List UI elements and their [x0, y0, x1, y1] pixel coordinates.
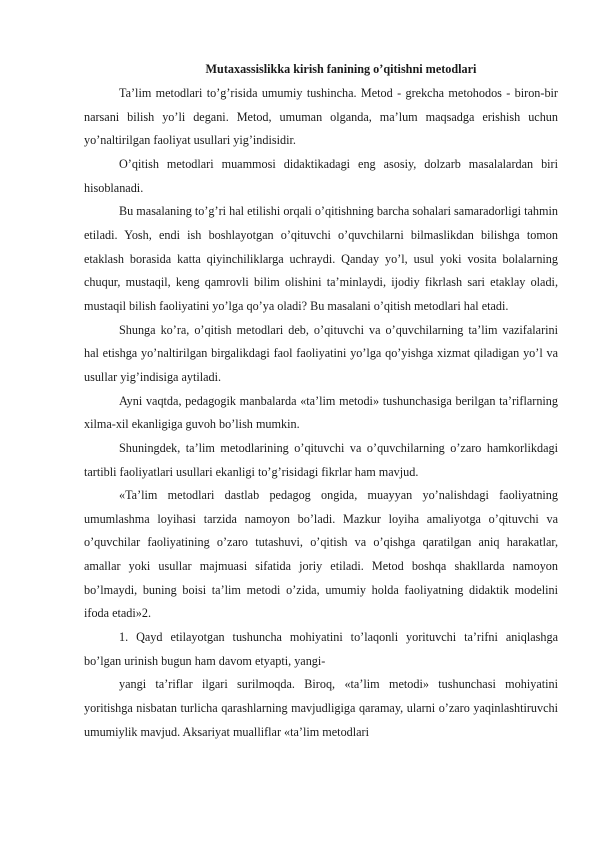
paragraph-sources: Ayni vaqtda, pedagogik manbalarda «ta’lim metodi» tushunchasiga berilgan ta’riflarning xilma-xil ekanligiga guvoh bo’lish mumkin.: [84, 393, 558, 432]
paragraph-continuation: yangi ta’riflar ilgari surilmoqda. Biroq, «ta’lim metodi» tushunchasi mohiyatini yoritishga nisbatan turlicha qarashlarning mavjudligiga qaramay, ularni o’zaro yaqinlashtiruvchi umumiylik mavjud. Aksariyat mualliflar «ta’lim metodlari: [84, 677, 558, 739]
paragraph-definition: Shunga ko’ra, o’qitish metodlari deb, o’qituvchi va o’quvchilarning ta’lim vazifalarini hal etishga yo’naltirilgan birgalikdagi faol faoliyatini yo’lga qo’yishga xizmat qiladigan yo’l va usullar yig’indisiga aytiladi.: [84, 322, 558, 384]
paragraph-cooperation: Shuningdek, ta’lim metodlarining o’qituvchi va o’quvchilarning o’zaro hamkorlikdagi tartibli faoliyatlari usullari ekanligi to’g’risidagi fikrlar ham mavjud.: [84, 440, 558, 479]
paragraph-problem: O’qitish metodlari muammosi didaktikadagi eng asosiy, dolzarb masalalardan biri hisoblanadi.: [84, 156, 558, 195]
paragraph-metod-definition: Ta’lim metodlari to’g’risida umumiy tushincha. Metod - grekcha metohodos - biron-bir narsani bilish yo’li degani. Metod, umuman olganda, ma’lum maqsadga erishish uchun yo’naltirilgan faoliyat usullari yig’indisidir.: [84, 86, 558, 148]
document-page: [84, 58, 558, 744]
paragraph-numbered-1: 1. Qayd etilayotgan tushuncha mohiyatini to’laqonli yorituvchi ta’rifni aniqlashga bo’lgan urinish bugun ham davom etyapti, yangi-: [84, 630, 558, 668]
document-title: Mutaxassislikka kirish fanining o’qitishni metodlari: [205, 62, 477, 76]
paragraph-quote: «Ta’lim metodlari dastlab pedagog ongida, muayyan yo’nalishdagi faoliyatning umumlashma loyihasi tarzida namoyon bo’ladi. Mazkur loyiha amaliyotga o’qituvchi va o’quvchilar faoliyatining o’zaro tutashuvi, o’qitish va o’qishga qaratilgan aniq harakatlar, amallar yoki usullar majmuasi sifatida joriy etiladi. Metod boshqa shakllarda namoyon bo’lmaydi, buning boisi ta’lim metodi o’zida, umumiy holda faoliyatning didaktik modelini ifoda etadi»2.: [84, 488, 558, 621]
paragraph-solution: Bu masalaning to’g’ri hal etilishi orqali o’qitishning barcha sohalari samaradorligi tahmin etiladi. Yosh, endi ish boshlayotgan o’qituvchi o’quvchilarni bilmaslikdan bilishga tomon etaklash borasida katta qiyinchiliklarga uchraydi. Qanday yo’l, usul yoki vosita bolalarning chuqur, mustaqil, keng qamrovli bilim olishini ta’minlaydi, ijodiy fikrlash sari etaklay oladi, mustaqil bilish faoliyatini yo’lga qo’ya oladi? Bu masalani o’qitish metodlari hal etadi.: [84, 204, 558, 313]
